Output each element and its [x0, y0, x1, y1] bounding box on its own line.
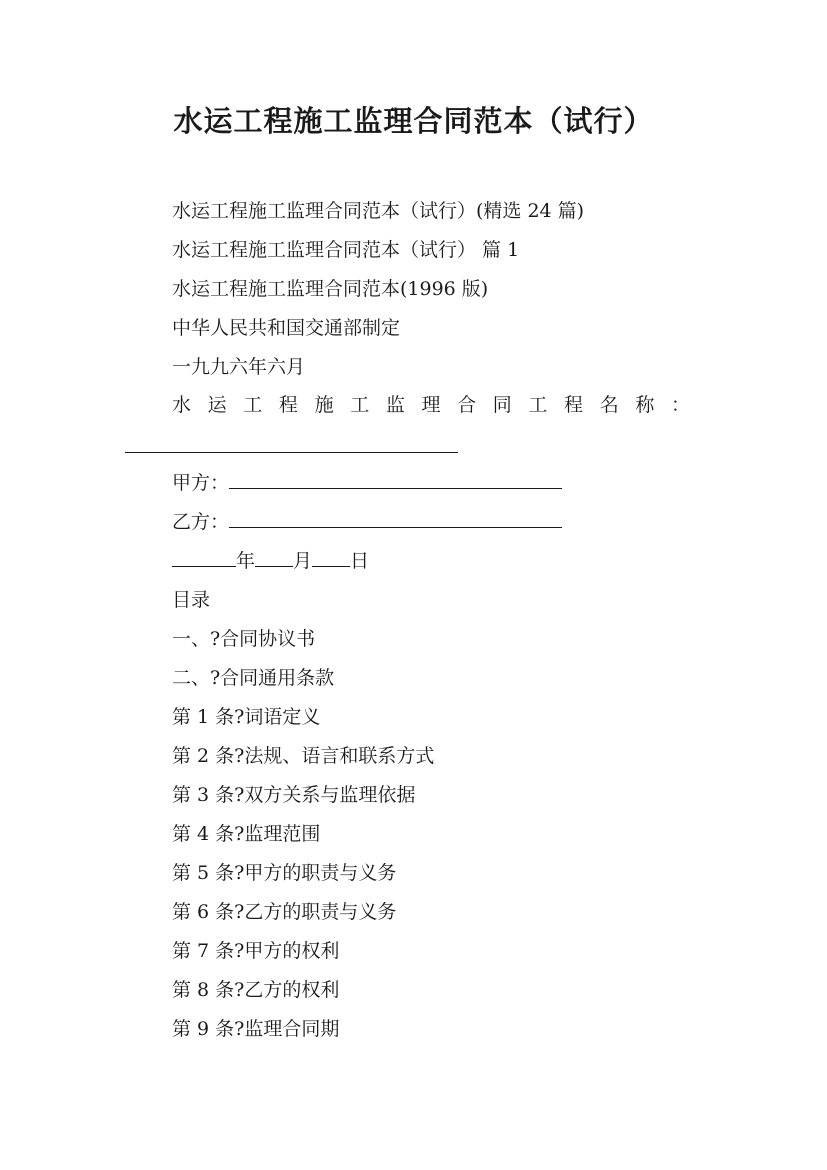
- project-name-blank: [125, 452, 458, 453]
- toc-item: 第 1 条?词语定义: [172, 706, 321, 728]
- sign-date-line: 年 月 日: [172, 548, 369, 574]
- toc-item: 第 4 条?监理范围: [172, 823, 321, 845]
- toc-item: 第 9 条?监理合同期: [172, 1018, 340, 1040]
- toc-item: 第 8 条?乙方的权利: [172, 979, 340, 1001]
- party-b-line: 乙方：: [172, 509, 562, 535]
- subtitle-line: 水运工程施工监理合同范本（试行）(精选 24 篇): [172, 200, 585, 222]
- version-line: 水运工程施工监理合同范本(1996 版): [172, 278, 489, 300]
- toc-item: 二、?合同通用条款: [172, 667, 335, 689]
- toc-item: 第 5 条?甲方的职责与义务: [172, 862, 397, 884]
- issuer-line: 中华人民共和国交通部制定: [172, 317, 401, 339]
- day-blank: [312, 548, 350, 567]
- month-blank: [255, 548, 293, 567]
- toc-item: 一、?合同协议书: [172, 628, 316, 650]
- year-blank: [172, 548, 236, 567]
- issue-date-line: 一九九六年六月: [172, 356, 306, 378]
- toc-item: 第 7 条?甲方的权利: [172, 940, 340, 962]
- toc-item: 第 3 条?双方关系与监理依据: [172, 784, 416, 806]
- party-a-line: 甲方：: [172, 470, 562, 496]
- heading-line: 水运工程施工监理合同范本（试行） 篇 1: [172, 239, 520, 261]
- document-title: 水运工程施工监理合同范本（试行）: [173, 104, 654, 138]
- party-a-blank: [229, 470, 562, 489]
- toc-item: 第 6 条?乙方的职责与义务: [172, 901, 397, 923]
- toc-title: 目录: [172, 589, 211, 611]
- party-b-blank: [229, 509, 562, 528]
- project-name-label: 水 运 工 程 施 工 监 理 合 同 工 程 名 称 ：: [172, 394, 690, 416]
- toc-item: 第 2 条?法规、语言和联系方式: [172, 745, 435, 767]
